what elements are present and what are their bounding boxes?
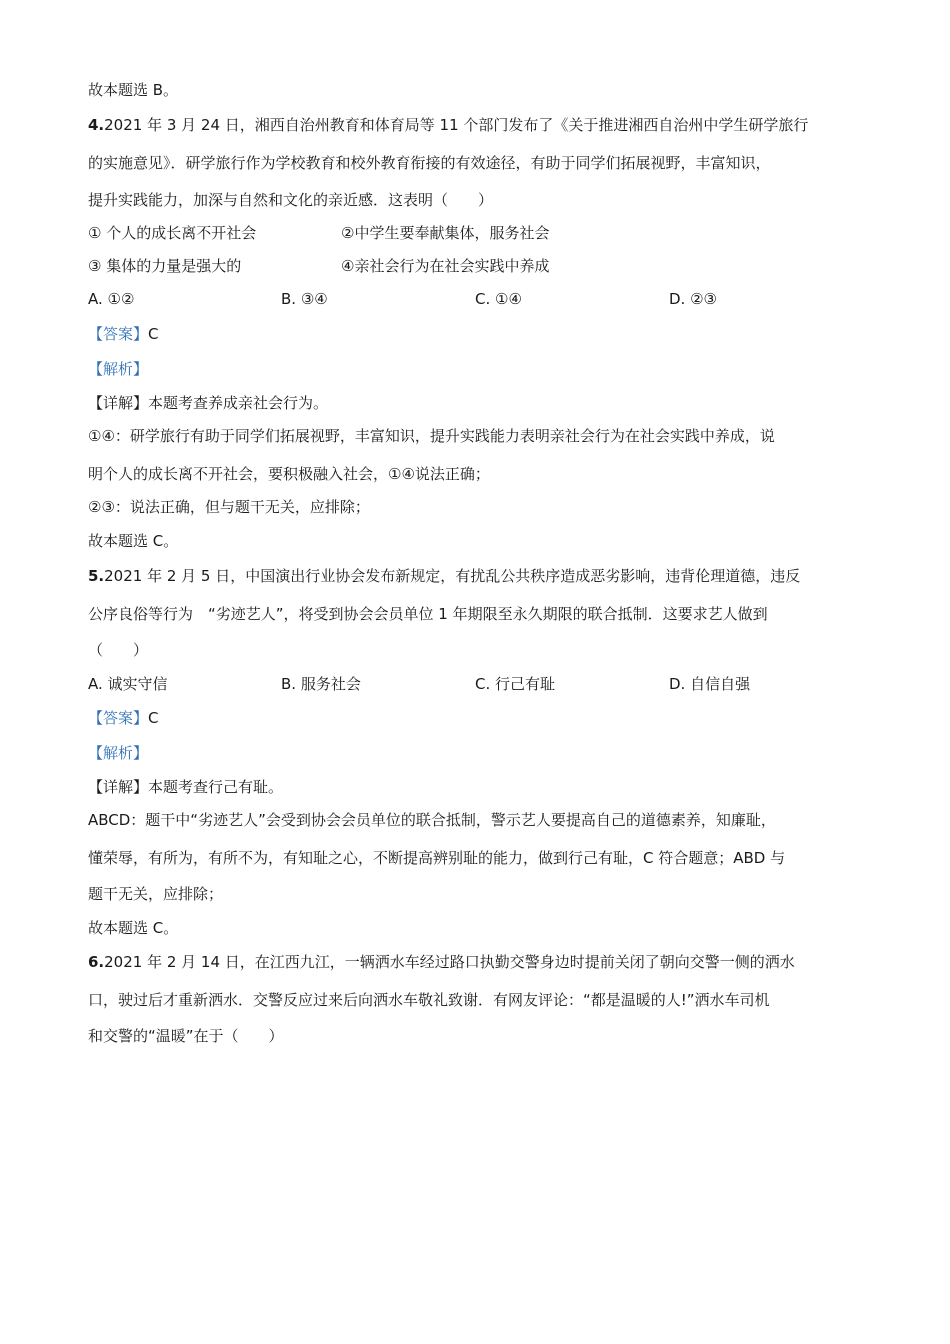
question-6-number: 6.	[88, 953, 105, 971]
q4-option-c: C. ①④	[475, 290, 522, 308]
statement-1: ① 个人的成长离不开社会	[88, 224, 257, 242]
q5-answer-tag: 【答案】	[88, 709, 149, 727]
statement-2: ②中学生要奉献集体，服务社会	[341, 224, 550, 242]
q4-explain-1: ①④：研学旅行有助于同学们拓展视野，丰富知识，提升实践能力表明亲社会行为在社会实践中养成，说	[88, 427, 775, 445]
q5-option-a: A. 诚实守信	[88, 675, 168, 693]
q4-option-b: B. ③④	[281, 290, 328, 308]
q5-detail: 【详解】本题考查行己有耻。	[88, 778, 284, 796]
q4-answer	[88, 324, 159, 344]
question-5-number: 5.	[88, 567, 105, 585]
question-4-stem-1: 2021 年 3 月 24 日，湘西自治州教育和体育局等 11 个部门发布了《关于推进湘西自治州中学生研学旅行	[104, 116, 809, 134]
question-6-line-1	[88, 952, 795, 972]
question-5-stem-3: （ ）	[88, 641, 149, 659]
q4-explain-4: 故本题选 C。	[88, 532, 179, 550]
q4-answer-value: C	[148, 325, 159, 343]
q5-explain-1: ABCD：题干中“劣迹艺人”会受到协会会员单位的联合抵制，警示艺人要提高自己的道德素养，知廉耻，	[88, 811, 776, 829]
question-4-number: 4.	[88, 116, 105, 134]
question-6-stem-3: 和交警的“温暖”在于（ ）	[88, 1027, 284, 1045]
q5-option-c: C. 行己有耻	[475, 675, 556, 693]
statement-4: ④亲社会行为在社会实践中养成	[341, 257, 550, 275]
question-6-stem-2: 口，驶过后才重新洒水．交警反应过来后向洒水车敬礼致谢．有网友评论：“都是温暖的人!”洒水车司机	[88, 991, 770, 1009]
q5-option-d: D. 自信自强	[669, 675, 751, 693]
q4-analysis-tag: 【解析】	[88, 360, 149, 378]
q5-option-b: B. 服务社会	[281, 675, 361, 693]
q5-analysis-tag: 【解析】	[88, 744, 149, 762]
q4-detail: 【详解】本题考查养成亲社会行为。	[88, 394, 329, 412]
question-5-stem-1: 2021 年 2 月 5 日，中国演出行业协会发布新规定，有扰乱公共秩序造成恶劣影响，违背伦理道德，违反	[104, 567, 801, 585]
question-4-stem-2: 的实施意见》．研学旅行作为学校教育和校外教育衔接的有效途径，有助于同学们拓展视野，丰富知识，	[88, 154, 771, 172]
q5-answer-value: C	[148, 709, 159, 727]
question-4-line-1	[88, 115, 808, 135]
q4-explain-2: 明个人的成长离不开社会，要积极融入社会，①④说法正确；	[88, 465, 490, 483]
q5-explain-2: 懂荣辱，有所为，有所不为，有知耻之心，不断提高辨别耻的能力，做到行己有耻，C 符合题意；ABD 与	[88, 849, 786, 867]
question-5-stem-2: 公序良俗等行为 “劣迹艺人”，将受到协会会员单位 1 年期限至永久期限的联合抵制．这要求艺人做到	[88, 605, 768, 623]
q4-option-d: D. ②③	[669, 290, 717, 308]
question-6-stem-1: 2021 年 2 月 14 日，在江西九江，一辆洒水车经过路口执勤交警身边时提前关闭了朝向交警一侧的洒水	[104, 953, 795, 971]
q5-answer	[88, 708, 159, 728]
q4-explain-3: ②③：说法正确，但与题干无关，应排除；	[88, 498, 370, 516]
q5-explain-3: 题干无关，应排除；	[88, 885, 224, 903]
q4-option-a: A. ①②	[88, 290, 135, 308]
q5-explain-4: 故本题选 C。	[88, 919, 179, 937]
question-4-stem-3: 提升实践能力，加深与自然和文化的亲近感．这表明（ ）	[88, 191, 494, 209]
q4-answer-tag: 【答案】	[88, 325, 149, 343]
statement-3: ③ 集体的力量是强大的	[88, 257, 242, 275]
prev-conclusion: 故本题选 B。	[88, 81, 179, 99]
question-5-line-1	[88, 566, 800, 586]
